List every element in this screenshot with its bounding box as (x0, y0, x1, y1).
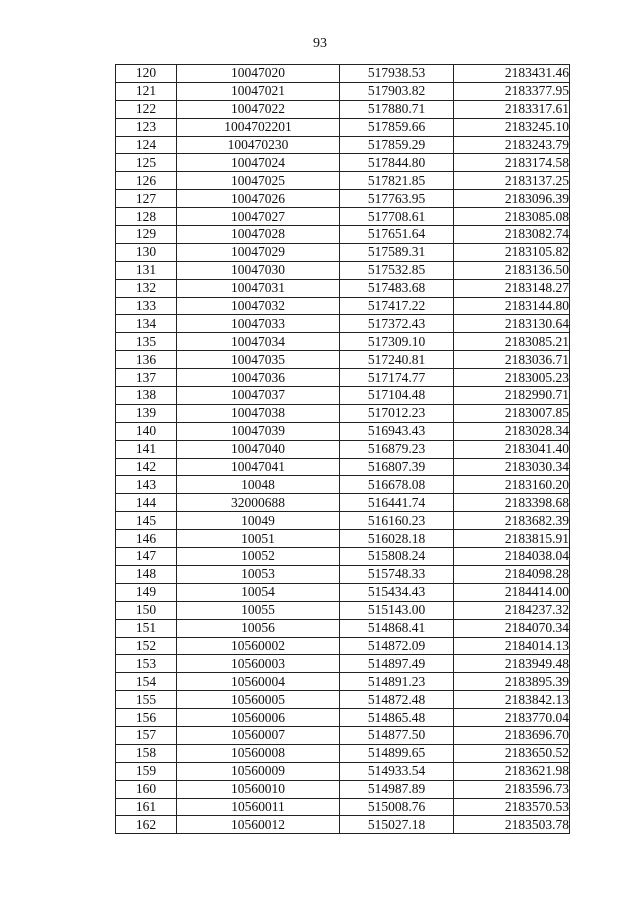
x-coordinate-cell: 517174.77 (340, 369, 454, 387)
table-row (116, 297, 570, 315)
x-coordinate-cell: 517651.64 (340, 226, 454, 244)
y-coordinate-cell: 2183895.39 (454, 673, 570, 691)
x-coordinate-cell: 514899.65 (340, 744, 454, 762)
point-id-cell: 10047037 (177, 387, 340, 405)
row-number-cell: 135 (116, 333, 177, 351)
point-id-cell: 10560002 (177, 637, 340, 655)
x-coordinate-cell: 516160.23 (340, 512, 454, 530)
y-coordinate-cell: 2184237.32 (454, 601, 570, 619)
table-row (116, 100, 570, 118)
table-row (116, 762, 570, 780)
row-number-cell: 151 (116, 619, 177, 637)
table-row (116, 583, 570, 601)
table-row (116, 691, 570, 709)
x-coordinate-cell: 517938.53 (340, 65, 454, 83)
point-id-cell: 10047039 (177, 422, 340, 440)
x-coordinate-cell: 515027.18 (340, 816, 454, 834)
row-number-cell: 143 (116, 476, 177, 494)
x-coordinate-cell: 517763.95 (340, 190, 454, 208)
table-row (116, 619, 570, 637)
point-id-cell: 32000688 (177, 494, 340, 512)
row-number-cell: 145 (116, 512, 177, 530)
row-number-cell: 159 (116, 762, 177, 780)
y-coordinate-cell: 2183082.74 (454, 226, 570, 244)
y-coordinate-cell: 2184414.00 (454, 583, 570, 601)
x-coordinate-cell: 517844.80 (340, 154, 454, 172)
x-coordinate-cell: 517483.68 (340, 279, 454, 297)
table-row (116, 655, 570, 673)
table-row (116, 387, 570, 405)
table-row (116, 369, 570, 387)
x-coordinate-cell: 516678.08 (340, 476, 454, 494)
x-coordinate-cell: 514987.89 (340, 780, 454, 798)
table-row (116, 798, 570, 816)
x-coordinate-cell: 514865.48 (340, 709, 454, 727)
x-coordinate-cell: 514868.41 (340, 619, 454, 637)
point-id-cell: 10052 (177, 548, 340, 566)
point-id-cell: 10047033 (177, 315, 340, 333)
point-id-cell: 10560003 (177, 655, 340, 673)
point-id-cell: 10047036 (177, 369, 340, 387)
row-number-cell: 140 (116, 422, 177, 440)
point-id-cell: 10047024 (177, 154, 340, 172)
row-number-cell: 154 (116, 673, 177, 691)
row-number-cell: 153 (116, 655, 177, 673)
y-coordinate-cell: 2183137.25 (454, 172, 570, 190)
y-coordinate-cell: 2183431.46 (454, 65, 570, 83)
point-id-cell: 10047040 (177, 440, 340, 458)
table-row (116, 82, 570, 100)
table-row (116, 494, 570, 512)
table-row (116, 261, 570, 279)
y-coordinate-cell: 2184038.04 (454, 548, 570, 566)
row-number-cell: 133 (116, 297, 177, 315)
row-number-cell: 142 (116, 458, 177, 476)
table-row (116, 333, 570, 351)
point-id-cell: 10047034 (177, 333, 340, 351)
point-id-cell: 10054 (177, 583, 340, 601)
x-coordinate-cell: 517372.43 (340, 315, 454, 333)
point-id-cell: 10056 (177, 619, 340, 637)
row-number-cell: 129 (116, 226, 177, 244)
table-row (116, 637, 570, 655)
x-coordinate-cell: 515748.33 (340, 565, 454, 583)
table-row (116, 190, 570, 208)
table-row (116, 404, 570, 422)
x-coordinate-cell: 517859.29 (340, 136, 454, 154)
y-coordinate-cell: 2183085.21 (454, 333, 570, 351)
table-row (116, 816, 570, 834)
table-row (116, 351, 570, 369)
point-id-cell: 10055 (177, 601, 340, 619)
y-coordinate-cell: 2183148.27 (454, 279, 570, 297)
row-number-cell: 148 (116, 565, 177, 583)
x-coordinate-cell: 515434.43 (340, 583, 454, 601)
y-coordinate-cell: 2183398.68 (454, 494, 570, 512)
y-coordinate-cell: 2183949.48 (454, 655, 570, 673)
table-row (116, 548, 570, 566)
row-number-cell: 136 (116, 351, 177, 369)
y-coordinate-cell: 2183160.20 (454, 476, 570, 494)
row-number-cell: 123 (116, 118, 177, 136)
row-number-cell: 160 (116, 780, 177, 798)
y-coordinate-cell: 2183105.82 (454, 243, 570, 261)
table-row (116, 315, 570, 333)
row-number-cell: 150 (116, 601, 177, 619)
table-row (116, 673, 570, 691)
point-id-cell: 10047026 (177, 190, 340, 208)
x-coordinate-cell: 516441.74 (340, 494, 454, 512)
point-id-cell: 10047025 (177, 172, 340, 190)
y-coordinate-cell: 2183842.13 (454, 691, 570, 709)
row-number-cell: 146 (116, 530, 177, 548)
coordinates-table (115, 64, 570, 834)
point-id-cell: 10048 (177, 476, 340, 494)
point-id-cell: 10047032 (177, 297, 340, 315)
table-row (116, 709, 570, 727)
x-coordinate-cell: 514933.54 (340, 762, 454, 780)
x-coordinate-cell: 517532.85 (340, 261, 454, 279)
row-number-cell: 121 (116, 82, 177, 100)
point-id-cell: 10047029 (177, 243, 340, 261)
x-coordinate-cell: 515008.76 (340, 798, 454, 816)
x-coordinate-cell: 517012.23 (340, 404, 454, 422)
point-id-cell: 10047035 (177, 351, 340, 369)
table-row (116, 154, 570, 172)
row-number-cell: 126 (116, 172, 177, 190)
y-coordinate-cell: 2182990.71 (454, 387, 570, 405)
table-row (116, 208, 570, 226)
table-row (116, 458, 570, 476)
point-id-cell: 10047030 (177, 261, 340, 279)
point-id-cell: 10047031 (177, 279, 340, 297)
x-coordinate-cell: 517104.48 (340, 387, 454, 405)
x-coordinate-cell: 517903.82 (340, 82, 454, 100)
x-coordinate-cell: 516028.18 (340, 530, 454, 548)
point-id-cell: 10049 (177, 512, 340, 530)
x-coordinate-cell: 515808.24 (340, 548, 454, 566)
point-id-cell: 10560012 (177, 816, 340, 834)
row-number-cell: 134 (116, 315, 177, 333)
y-coordinate-cell: 2183036.71 (454, 351, 570, 369)
table-row (116, 726, 570, 744)
table-row (116, 136, 570, 154)
y-coordinate-cell: 2183007.85 (454, 404, 570, 422)
x-coordinate-cell: 517309.10 (340, 333, 454, 351)
row-number-cell: 157 (116, 726, 177, 744)
y-coordinate-cell: 2184098.28 (454, 565, 570, 583)
row-number-cell: 137 (116, 369, 177, 387)
row-number-cell: 124 (116, 136, 177, 154)
row-number-cell: 162 (116, 816, 177, 834)
y-coordinate-cell: 2183144.80 (454, 297, 570, 315)
row-number-cell: 131 (116, 261, 177, 279)
row-number-cell: 156 (116, 709, 177, 727)
row-number-cell: 127 (116, 190, 177, 208)
point-id-cell: 10047028 (177, 226, 340, 244)
point-id-cell: 10560005 (177, 691, 340, 709)
table-row (116, 512, 570, 530)
row-number-cell: 122 (116, 100, 177, 118)
x-coordinate-cell: 517240.81 (340, 351, 454, 369)
table-row (116, 744, 570, 762)
y-coordinate-cell: 2183815.91 (454, 530, 570, 548)
x-coordinate-cell: 517821.85 (340, 172, 454, 190)
y-coordinate-cell: 2183085.08 (454, 208, 570, 226)
y-coordinate-cell: 2183096.39 (454, 190, 570, 208)
row-number-cell: 149 (116, 583, 177, 601)
table-row (116, 243, 570, 261)
point-id-cell: 10053 (177, 565, 340, 583)
y-coordinate-cell: 2183243.79 (454, 136, 570, 154)
y-coordinate-cell: 2183596.73 (454, 780, 570, 798)
y-coordinate-cell: 2183621.98 (454, 762, 570, 780)
point-id-cell: 10560010 (177, 780, 340, 798)
y-coordinate-cell: 2183245.10 (454, 118, 570, 136)
x-coordinate-cell: 517417.22 (340, 297, 454, 315)
point-id-cell: 10560009 (177, 762, 340, 780)
row-number-cell: 138 (116, 387, 177, 405)
x-coordinate-cell: 517859.66 (340, 118, 454, 136)
y-coordinate-cell: 2183130.64 (454, 315, 570, 333)
y-coordinate-cell: 2183030.34 (454, 458, 570, 476)
x-coordinate-cell: 516879.23 (340, 440, 454, 458)
row-number-cell: 144 (116, 494, 177, 512)
y-coordinate-cell: 2183696.70 (454, 726, 570, 744)
table-row (116, 422, 570, 440)
x-coordinate-cell: 514897.49 (340, 655, 454, 673)
row-number-cell: 152 (116, 637, 177, 655)
table-row (116, 279, 570, 297)
x-coordinate-cell: 514872.48 (340, 691, 454, 709)
point-id-cell: 10560008 (177, 744, 340, 762)
coordinates-table-body (116, 65, 570, 834)
point-id-cell: 10560007 (177, 726, 340, 744)
point-id-cell: 10047027 (177, 208, 340, 226)
y-coordinate-cell: 2183174.58 (454, 154, 570, 172)
y-coordinate-cell: 2184014.13 (454, 637, 570, 655)
x-coordinate-cell: 517589.31 (340, 243, 454, 261)
table-row (116, 65, 570, 83)
y-coordinate-cell: 2183377.95 (454, 82, 570, 100)
row-number-cell: 120 (116, 65, 177, 83)
y-coordinate-cell: 2183682.39 (454, 512, 570, 530)
x-coordinate-cell: 515143.00 (340, 601, 454, 619)
y-coordinate-cell: 2183570.53 (454, 798, 570, 816)
table-row (116, 530, 570, 548)
x-coordinate-cell: 517880.71 (340, 100, 454, 118)
row-number-cell: 128 (116, 208, 177, 226)
x-coordinate-cell: 514872.09 (340, 637, 454, 655)
point-id-cell: 10560006 (177, 709, 340, 727)
point-id-cell: 10047038 (177, 404, 340, 422)
table-row (116, 118, 570, 136)
table-row (116, 780, 570, 798)
y-coordinate-cell: 2183028.34 (454, 422, 570, 440)
row-number-cell: 158 (116, 744, 177, 762)
y-coordinate-cell: 2184070.34 (454, 619, 570, 637)
row-number-cell: 141 (116, 440, 177, 458)
x-coordinate-cell: 516943.43 (340, 422, 454, 440)
y-coordinate-cell: 2183770.04 (454, 709, 570, 727)
row-number-cell: 147 (116, 548, 177, 566)
table-row (116, 565, 570, 583)
point-id-cell: 10047022 (177, 100, 340, 118)
y-coordinate-cell: 2183503.78 (454, 816, 570, 834)
y-coordinate-cell: 2183317.61 (454, 100, 570, 118)
x-coordinate-cell: 514877.50 (340, 726, 454, 744)
row-number-cell: 139 (116, 404, 177, 422)
point-id-cell: 10047021 (177, 82, 340, 100)
point-id-cell: 10560011 (177, 798, 340, 816)
table-row (116, 440, 570, 458)
row-number-cell: 155 (116, 691, 177, 709)
y-coordinate-cell: 2183136.50 (454, 261, 570, 279)
page-number: 93 (313, 36, 327, 51)
table-row (116, 226, 570, 244)
table-row (116, 476, 570, 494)
point-id-cell: 10560004 (177, 673, 340, 691)
x-coordinate-cell: 517708.61 (340, 208, 454, 226)
row-number-cell: 130 (116, 243, 177, 261)
point-id-cell: 10051 (177, 530, 340, 548)
x-coordinate-cell: 514891.23 (340, 673, 454, 691)
table-row (116, 172, 570, 190)
row-number-cell: 161 (116, 798, 177, 816)
x-coordinate-cell: 516807.39 (340, 458, 454, 476)
table-row (116, 601, 570, 619)
y-coordinate-cell: 2183650.52 (454, 744, 570, 762)
row-number-cell: 132 (116, 279, 177, 297)
point-id-cell: 100470230 (177, 136, 340, 154)
y-coordinate-cell: 2183005.23 (454, 369, 570, 387)
row-number-cell: 125 (116, 154, 177, 172)
point-id-cell: 1004702201 (177, 118, 340, 136)
y-coordinate-cell: 2183041.40 (454, 440, 570, 458)
point-id-cell: 10047041 (177, 458, 340, 476)
point-id-cell: 10047020 (177, 65, 340, 83)
